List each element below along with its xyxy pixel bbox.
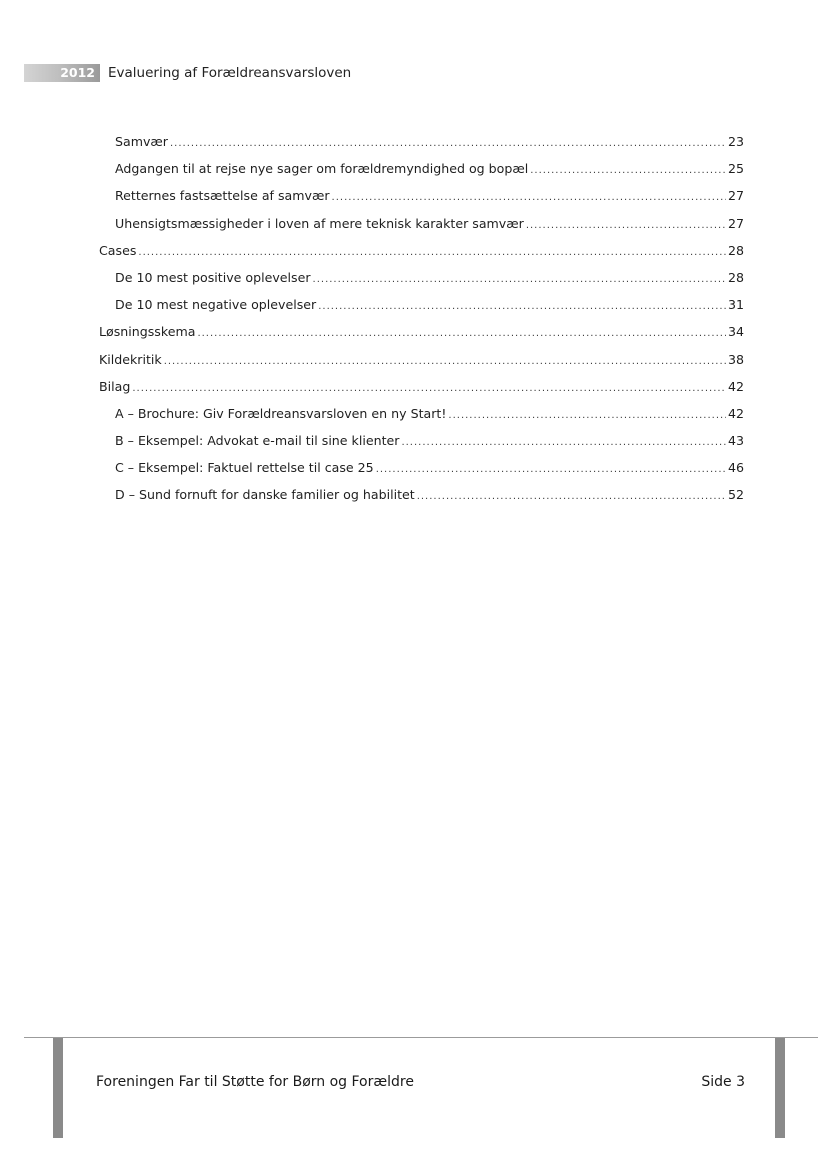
toc-entry[interactable] <box>99 264 744 291</box>
toc-entry[interactable] <box>99 454 744 481</box>
toc-entry-page: 43 <box>727 433 744 449</box>
toc-entry[interactable] <box>99 400 744 427</box>
toc-entry-label: Retternes fastsættelse af samvær <box>115 188 330 204</box>
toc-dot-leader <box>132 375 726 400</box>
table-of-contents <box>99 128 744 509</box>
toc-dot-leader <box>530 157 726 182</box>
toc-entry-page: 52 <box>727 487 744 503</box>
toc-entry[interactable] <box>99 291 744 318</box>
toc-entry-page: 38 <box>727 351 744 367</box>
toc-dot-leader <box>197 320 726 345</box>
toc-dot-leader <box>318 293 726 318</box>
toc-dot-leader <box>332 184 726 209</box>
toc-entry-label: C – Eksempel: Faktuel rettelse til case 25 <box>115 460 374 476</box>
toc-entry-page: 42 <box>727 405 744 421</box>
toc-dot-leader <box>401 429 726 454</box>
footer-bar-right <box>775 1038 785 1138</box>
toc-entry-page: 31 <box>727 297 744 313</box>
toc-entry-page: 34 <box>727 324 744 340</box>
toc-dot-leader <box>417 483 726 508</box>
toc-dot-leader <box>164 348 726 373</box>
toc-dot-leader <box>170 130 726 155</box>
toc-entry-page: 27 <box>727 215 744 231</box>
toc-entry-label: Kildekritik <box>99 351 162 367</box>
toc-dot-leader <box>138 239 726 264</box>
toc-entry-label: D – Sund fornuft for danske familier og habilitet <box>115 487 415 503</box>
toc-dot-leader <box>448 402 726 427</box>
toc-entry-label: Adgangen til at rejse nye sager om forældremyndighed og bopæl <box>115 161 529 177</box>
toc-entry-label: Løsningsskema <box>99 324 196 340</box>
toc-entry[interactable] <box>99 481 744 508</box>
toc-entry-page: 27 <box>727 188 744 204</box>
toc-dot-leader <box>376 456 726 481</box>
document-title: Evaluering af Forældreansvarsloven <box>108 65 352 81</box>
page-header <box>24 62 351 84</box>
toc-entry-page: 28 <box>727 269 744 285</box>
toc-entry[interactable] <box>99 128 744 155</box>
toc-entry-label: Bilag <box>99 378 131 394</box>
toc-entry-label: De 10 mest negative oplevelser <box>115 297 317 313</box>
toc-entry-label: De 10 mest positive oplevelser <box>115 269 311 285</box>
toc-entry-label: B – Eksempel: Advokat e-mail til sine klienter <box>115 433 400 449</box>
toc-entry-label: A – Brochure: Giv Forældreansvarsloven en ny Start! <box>115 405 447 421</box>
toc-entry[interactable] <box>99 346 744 373</box>
footer-rule <box>24 1037 818 1038</box>
page-number: Side 3 <box>701 1074 745 1090</box>
year-badge: 2012 <box>24 64 100 82</box>
toc-entry[interactable] <box>99 427 744 454</box>
toc-entry-page: 28 <box>727 242 744 258</box>
toc-entry-label: Cases <box>99 242 137 258</box>
toc-entry-page: 23 <box>727 134 744 149</box>
toc-entry-page: 42 <box>727 378 744 394</box>
toc-entry[interactable] <box>99 210 744 237</box>
toc-entry[interactable] <box>99 318 744 345</box>
footer-bar-left <box>53 1038 63 1138</box>
toc-entry-label: Uhensigtsmæssigheder i loven af mere teknisk karakter samvær <box>115 215 524 231</box>
toc-entry-page: 46 <box>727 460 744 476</box>
toc-dot-leader <box>526 212 726 237</box>
toc-entry[interactable] <box>99 155 744 182</box>
footer-organization: Foreningen Far til Støtte for Børn og Forældre <box>96 1074 414 1090</box>
toc-dot-leader <box>313 266 726 291</box>
toc-entry[interactable] <box>99 237 744 264</box>
toc-entry[interactable] <box>99 182 744 209</box>
toc-entry[interactable] <box>99 373 744 400</box>
toc-entry-label: Samvær <box>115 134 168 149</box>
toc-entry-page: 25 <box>727 161 744 177</box>
